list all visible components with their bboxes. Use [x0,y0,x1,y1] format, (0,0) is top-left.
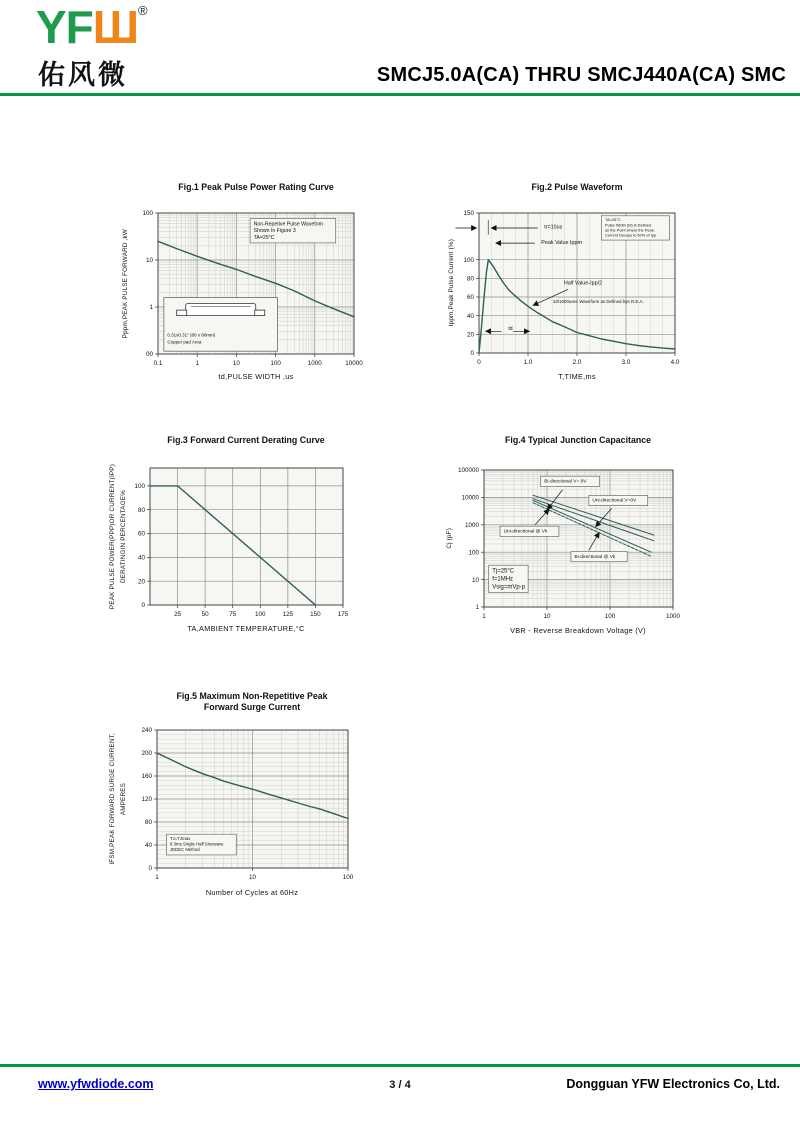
svg-text:0: 0 [477,359,481,366]
svg-text:100: 100 [270,360,281,367]
svg-text:0: 0 [141,602,145,610]
svg-text:0: 0 [470,350,474,358]
fig2-chart [433,203,699,373]
svg-text:80: 80 [137,506,145,514]
fig3-ylabel-line1: PEAK PULSE POWER(PPP)OR CURRENT(IPP) [108,463,116,610]
svg-text:200: 200 [141,750,152,758]
svg-text:2.0: 2.0 [572,359,582,366]
svg-text:20: 20 [137,578,145,586]
fig4-ylabel-text: Cj (pF) [445,528,453,549]
svg-text:100: 100 [142,210,153,218]
annotation-text: Pulse Width (td) is Defined [605,222,652,228]
svg-text:1: 1 [155,874,159,881]
svg-text:60: 60 [466,294,474,302]
header-divider [0,93,800,96]
fig2-ylabel-text: Ippm,Peak Pulse Current (%) [448,239,456,327]
svg-text:100000: 100000 [457,467,479,475]
svg-text:10: 10 [145,257,153,265]
fig4-xlabel: VBR - Reverse Breakdown Voltage (V) [510,626,646,635]
svg-text:10: 10 [248,874,257,881]
annotation-text: td [508,326,513,333]
annotation-text: Bi-directional @ Vk [574,554,616,560]
annotation-text: f=1MHz [492,576,514,583]
fig4-chart [438,460,697,627]
svg-text:00: 00 [145,351,153,359]
inset-text: 0.31x0.31" (80 x 80mm) [167,332,216,338]
company-name: Dongguan YFW Electronics Co, Ltd. [566,1077,780,1091]
annotation-text: TA=25°C [253,234,275,241]
registered-mark-icon: ® [138,3,148,18]
annotation-text: tr=10us [544,224,563,231]
svg-text:80: 80 [466,275,474,283]
annotation-text: 8.3ms Single Half Sinewave [170,841,224,847]
annotation-text: Vsig=mVp-p [492,584,526,591]
svg-text:50: 50 [201,611,209,618]
annotation-text: Non-Repetive Pulse Wavefom [253,221,323,228]
annotation-text: 10/1000usec Waveform as Defined bye R.E.A. [553,298,644,304]
svg-text:40: 40 [144,842,152,850]
svg-text:0: 0 [148,865,152,873]
fig1-chart [112,203,378,374]
logo-w-glyph: Ш [92,1,139,53]
fig2-svg [433,203,699,373]
svg-text:100: 100 [255,611,266,618]
fig4-title: Fig.4 Typical Junction Capacitance [505,435,651,445]
fig5-title-line2: Forward Surge Current [203,702,301,712]
fig2-title: Fig.2 Pulse Waveform [531,182,623,192]
svg-text:60: 60 [137,530,145,538]
annotation-text: Current Decays to 50% of Ipp [605,232,657,238]
page-title: SMCJ5.0A(CA) THRU SMCJ440A(CA) SMC [376,64,786,86]
fig1-title: Fig.1 Peak Pulse Power Rating Curve [178,182,334,192]
svg-text:20: 20 [466,331,474,339]
svg-text:3.0: 3.0 [621,359,631,366]
fig5-svg [111,720,372,888]
fig5-title: Fig.5 Maximum Non-Repetitive Peak [176,691,328,701]
svg-text:10: 10 [232,360,240,367]
footer-divider [0,1064,800,1067]
fig3-svg [104,458,367,625]
fig1-svg [112,203,378,374]
logo-chinese-name: 佑风微 [38,60,128,90]
inset-text: Copper pad Area [167,339,202,345]
svg-text:100: 100 [604,613,616,620]
fig1-ylabel-text: Pppm,PEAK PULSE FORWARD ,kW [121,228,129,339]
fig5-chart [111,720,372,888]
fig3-xlabel: TA,AMBIENT TEMPERATURE,°C [187,624,305,633]
svg-text:150: 150 [463,210,474,218]
svg-text:10: 10 [471,576,479,584]
fig4-svg [438,460,697,627]
annotation-text: Uni-directional @ Vk [503,529,548,535]
svg-text:40: 40 [466,312,474,320]
annotation-text: Uni-directional V=0V [592,498,637,504]
svg-text:10000: 10000 [461,494,479,502]
yfw-logo [36,1,148,53]
annotation-text: Peak Value Ippm [541,239,582,246]
fig2-xlabel: T,TIME,ms [558,372,596,381]
svg-text:125: 125 [282,611,294,618]
fig5-ylabel-line2: AMPERES [119,782,127,816]
svg-text:120: 120 [141,796,152,804]
fig5-ylabel-line1: IFSM,PEAK FORWARD SURGE CURRENT, [108,733,116,865]
svg-text:10000: 10000 [345,360,363,367]
svg-text:150: 150 [310,611,321,618]
website-link[interactable]: www.yfwdiode.com [38,1077,154,1091]
svg-text:4.0: 4.0 [670,359,680,366]
annotation-text: JEDEC Method [170,847,200,853]
logo-yf-text: YF [36,1,93,53]
svg-text:240: 240 [141,727,152,735]
svg-text:1000: 1000 [307,360,322,367]
svg-text:75: 75 [229,611,237,618]
page-number: 3 / 4 [389,1079,411,1091]
svg-text:1: 1 [149,304,153,312]
annotation-text: Shown In Figure 3 [253,228,296,235]
svg-text:80: 80 [144,819,152,827]
svg-text:10: 10 [543,613,551,620]
smc-package-drawing [177,304,265,316]
svg-text:1: 1 [475,604,479,612]
svg-text:1: 1 [482,613,486,620]
fig3-title: Fig.3 Forward Current Derating Curve [167,435,325,445]
svg-text:1: 1 [195,360,199,367]
svg-text:1000: 1000 [464,522,479,529]
svg-text:100: 100 [468,549,479,557]
annotation-text: Bi-directional V= 0V [544,479,587,485]
svg-text:0.1: 0.1 [153,360,163,367]
svg-text:100: 100 [134,483,145,491]
svg-text:25: 25 [174,611,182,618]
annotation-text: Half Value-Ipp/2 [563,280,603,287]
annotation-text: as the Point where the Peak, [605,227,655,233]
annotation-text: TA=25°C [605,217,621,223]
svg-text:160: 160 [141,773,152,781]
fig1-xlabel: td,PULSE WIDTH ,us [218,372,294,381]
svg-text:100: 100 [463,256,474,264]
svg-text:175: 175 [337,611,349,618]
annotation-text: TJ=TJmax [170,835,191,841]
svg-text:1000: 1000 [665,613,681,620]
svg-text:100: 100 [342,874,354,881]
annotation-text: Tj=25°C [492,568,515,575]
fig3-chart [104,458,367,625]
fig3-ylabel-line2: DERATINGIN PERCENTAGE% [119,489,127,584]
fig5-xlabel: Number of Cycles at 60Hz [205,888,299,897]
svg-text:1.0: 1.0 [523,359,533,366]
svg-text:40: 40 [137,554,145,562]
